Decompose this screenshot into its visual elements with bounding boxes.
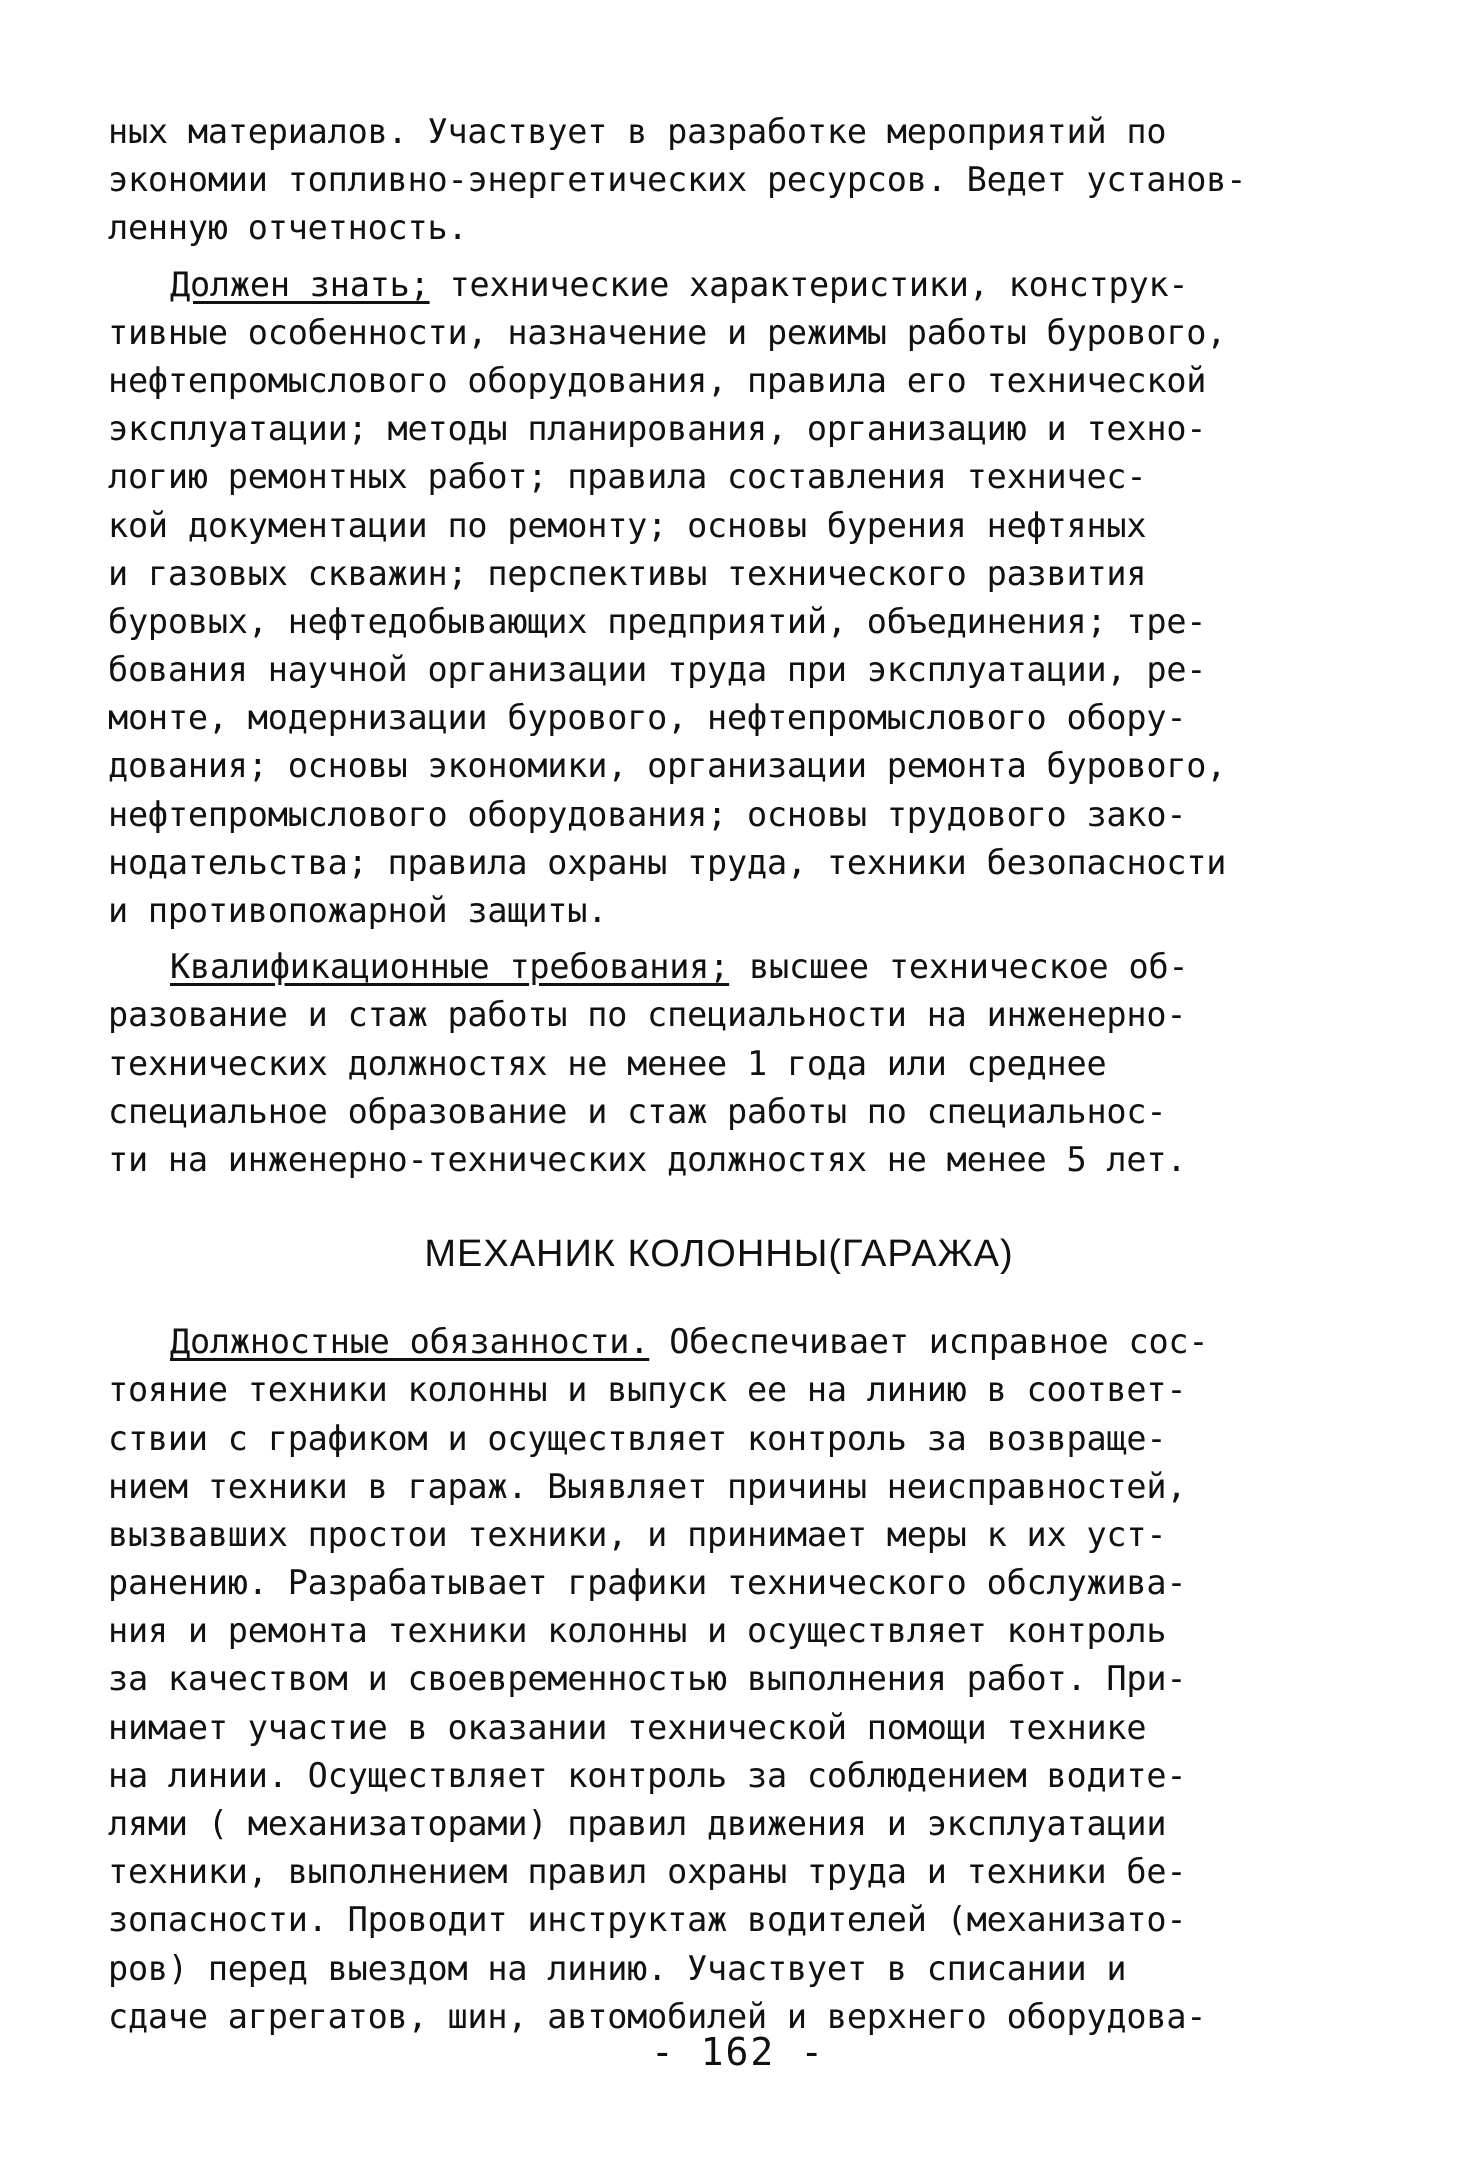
text-span: технические характеристики, конструк- bbox=[429, 264, 1189, 304]
text-line: монте, модернизации бурового, нефтепромыслового обору- bbox=[108, 698, 1187, 738]
knowledge-label: Должен знать; bbox=[170, 264, 430, 304]
text-line: кой документации по ремонту; основы бурения нефтяных bbox=[108, 505, 1147, 545]
text-line: нефтепромыслового оборудования; основы трудового зако- bbox=[108, 794, 1187, 834]
text-line: и газовых скважин; перспективы технического развития bbox=[108, 553, 1147, 593]
text-line: ленную отчетность. bbox=[108, 208, 468, 248]
section-heading: МЕХАНИК КОЛОННЫ(ГАРАЖА) bbox=[424, 1233, 1014, 1276]
paragraph-knowledge bbox=[108, 261, 1370, 936]
text-line: ров) перед выездом на линию. Участвует в списании и bbox=[108, 1948, 1127, 1988]
text-line: разование и стаж работы по специальности на инженерно- bbox=[108, 995, 1187, 1035]
text-line: дования; основы экономики, организации ремонта бурового, bbox=[108, 746, 1227, 786]
text-line: вызвавших простои техники, и принимает меры к их уст- bbox=[108, 1514, 1167, 1554]
text-line: бования научной организации труда при эксплуатации, ре- bbox=[108, 650, 1207, 690]
text-span: высшее техническое об- bbox=[729, 947, 1189, 987]
text-line: за качеством и своевременностью выполнения работ. При- bbox=[108, 1659, 1187, 1699]
text-line: сдаче агрегатов, шин, автомобилей и верхнего оборудова- bbox=[108, 1996, 1207, 2036]
text-line: ния и ремонта техники колонны и осуществляет контроль bbox=[108, 1611, 1167, 1651]
text-span: Обеспечивает исправное сос- bbox=[649, 1322, 1209, 1362]
qualification-label: Квалификационные требования; bbox=[170, 947, 730, 987]
duties-label: Должностные обязанности. bbox=[170, 1322, 650, 1362]
text-line: эксплуатации; методы планирования, организацию и техно- bbox=[108, 409, 1207, 449]
text-line: и противопожарной защиты. bbox=[108, 891, 608, 930]
paragraph-qualification bbox=[108, 943, 1370, 1184]
text-line: логию ремонтных работ; правила составления техничес- bbox=[108, 457, 1147, 497]
text-line: специальное образование и стаж работы по специальнос- bbox=[108, 1091, 1167, 1131]
text-line: лями ( механизаторами) правил движения и эксплуатации bbox=[108, 1804, 1167, 1843]
paragraph-duties bbox=[108, 1318, 1370, 2041]
text-line: ных материалов. Участвует в разработке мероприятий по bbox=[108, 112, 1167, 151]
text-line: ти на инженерно-технических должностях не менее 5 лет. bbox=[108, 1139, 1187, 1179]
text-line: зопасности. Проводит инструктаж водителей (механизато- bbox=[108, 1900, 1187, 1940]
document-page bbox=[108, 108, 1370, 2041]
text-line: нимает участие в оказании технической помощи технике bbox=[108, 1707, 1147, 1747]
text-line bbox=[108, 261, 1370, 309]
text-line: тояние техники колонны и выпуск ее на линию в соответ- bbox=[108, 1370, 1187, 1410]
text-line bbox=[108, 943, 1370, 991]
text-line: экономии топливно-энергетических ресурсов. Ведет установ- bbox=[108, 160, 1247, 200]
text-line: техники, выполнением правил охраны труда и техники бе- bbox=[108, 1852, 1187, 1892]
text-line: ранению. Разрабатывает графики технического обслужива- bbox=[108, 1563, 1187, 1603]
text-line: нефтепромыслового оборудования, правила его технической bbox=[108, 360, 1207, 400]
text-line: ствии с графиком и осуществляет контроль за возвраще- bbox=[108, 1418, 1167, 1458]
text-line: нодательства; правила охраны труда, техники безопасности bbox=[108, 842, 1227, 882]
page-number: - 162 - bbox=[650, 2030, 826, 2074]
text-line: нием техники в гараж. Выявляет причины неисправностей, bbox=[108, 1466, 1187, 1506]
text-line: на линии. Осуществляет контроль за соблюдением водите- bbox=[108, 1755, 1187, 1795]
paragraph-continuation bbox=[108, 108, 1370, 253]
text-line: буровых, нефтедобывающих предприятий, объединения; тре- bbox=[108, 601, 1207, 641]
text-line bbox=[108, 1318, 1370, 1366]
text-line: технических должностях не менее 1 года или среднее bbox=[108, 1043, 1107, 1083]
text-line: тивные особенности, назначение и режимы работы бурового, bbox=[108, 312, 1227, 352]
